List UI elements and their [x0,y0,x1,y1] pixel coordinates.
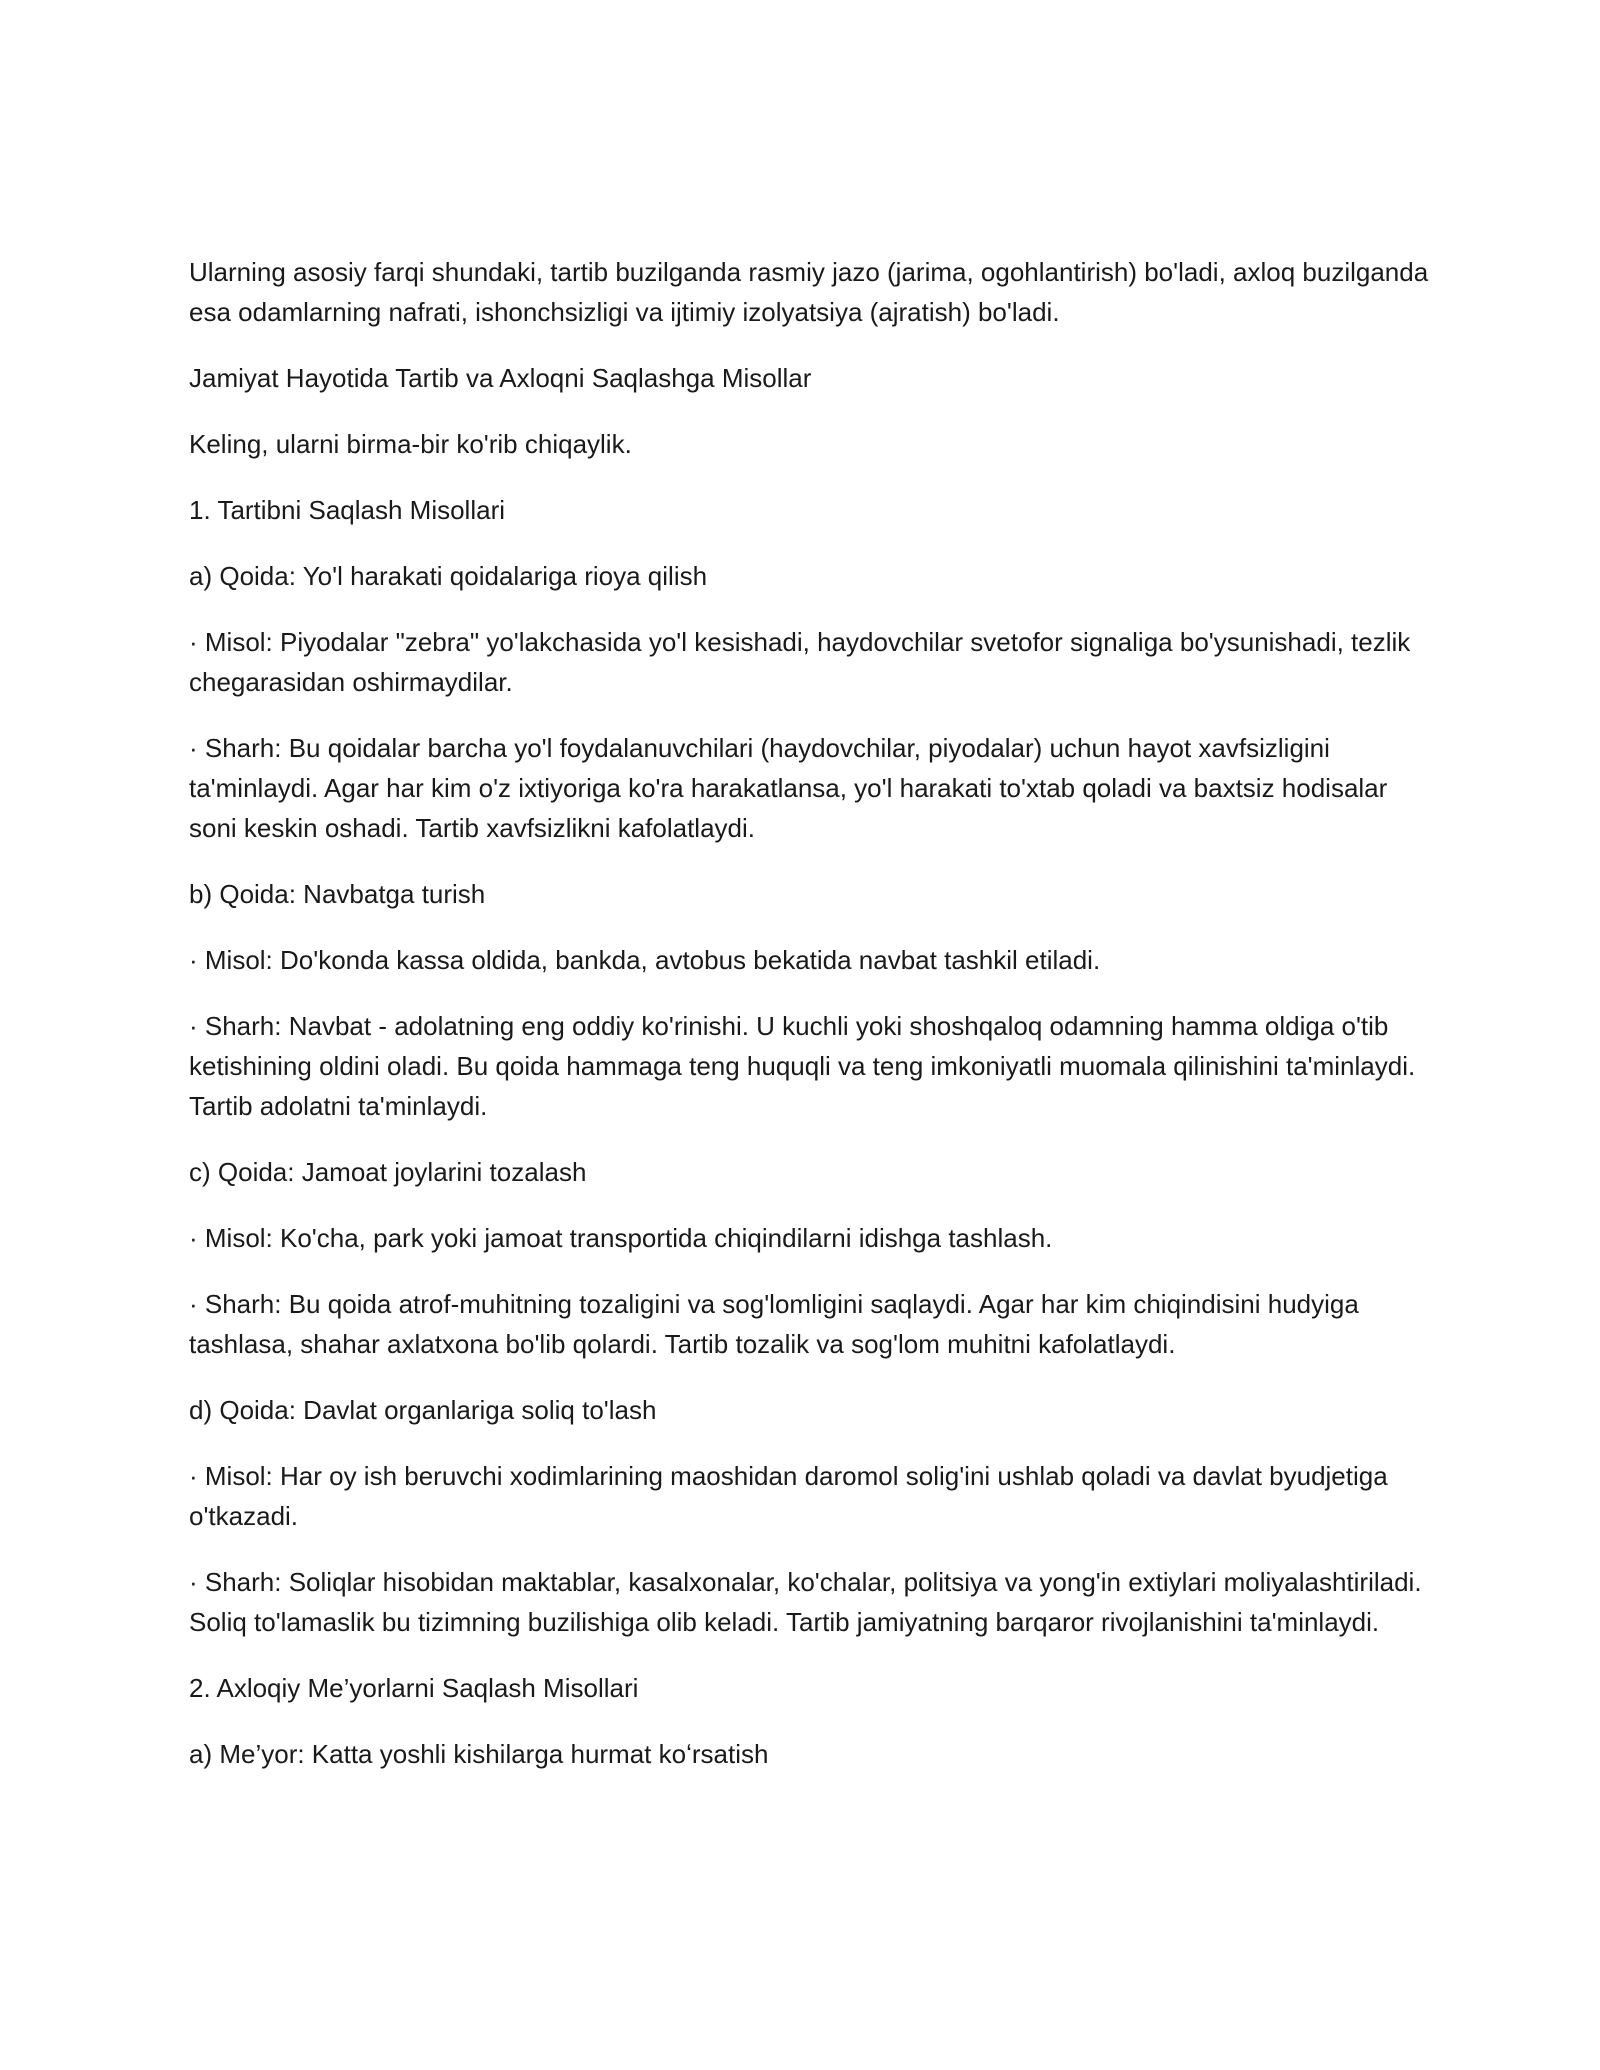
comment-a-traffic: · Sharh: Bu qoidalar barcha yo'l foydalanuvchilari (haydovchilar, piyodalar) uchun hayot xavfsizligini ta'minlaydi. Agar har kim o'z ixtiyoriga ko'ra harakatlansa, yo'l harakati to'xtab qoladi va baxtsiz hodisalar soni keskin oshadi. Tartib xavfsizlikni kafolatlaydi. [189,733,1388,843]
example-b-queue: · Misol: Do'konda kassa oldida, bankda, avtobus bekatida navbat tashkil etiladi. [189,945,1101,975]
paragraph-intro-difference: Ularning asosiy farqi shundaki, tartib buzilganda rasmiy jazo (jarima, ogohlantirish) bo'ladi, axloq buzilganda esa odamlarning nafrati, ishonchsizligi va ijtimiy izolyatsiya (ajratish) bo'ladi. [189,257,1429,327]
example-c-cleanliness: · Misol: Ko'cha, park yoki jamoat transportida chiqindilarni idishga tashlash. [189,1223,1053,1253]
rule-a-traffic: a) Qoida: Yo'l harakati qoidalariga rioya qilish [189,561,708,591]
heading-order-examples: 1. Tartibni Saqlash Misollari [189,495,505,525]
example-d-taxes: · Misol: Har oy ish beruvchi xodimlarining maoshidan daromol solig'ini ushlab qoladi va davlat byudjetiga o'tkazadi. [189,1461,1388,1531]
rule-d-taxes: d) Qoida: Davlat organlariga soliq to'lash [189,1395,657,1425]
comment-d-taxes: · Sharh: Soliqlar hisobidan maktablar, kasalxonalar, ko'chalar, politsiya va yong'in extiylari moliyalashtiriladi. Soliq to'lamaslik bu tizimning buzilishiga olib keladi. Tartib jamiyatning barqaror rivojlanishini ta'minlaydi. [189,1567,1422,1637]
rule-b-queue: b) Qoida: Navbatga turish [189,879,486,909]
document-body [189,252,1429,1800]
example-a-traffic: · Misol: Piyodalar "zebra" yo'lakchasida yo'l kesishadi, haydovchilar svetofor signaliga bo'ysunishadi, tezlik chegarasidan oshirmaydilar. [189,627,1411,697]
section-heading-examples: Jamiyat Hayotida Tartib va Axloqni Saqlashga Misollar [189,363,812,393]
paragraph-lets-review: Keling, ularni birma-bir ko'rib chiqaylik. [189,429,632,459]
comment-b-queue: · Sharh: Navbat - adolatning eng oddiy ko'rinishi. U kuchli yoki shoshqaloq odamning hamma oldiga o'tib ketishining oldini oladi. Bu qoida hammaga teng huquqli va teng imkoniyatli muomala qilinishini ta'minlaydi. Tartib adolatni ta'minlaydi. [189,1011,1416,1121]
rule-c-cleanliness: c) Qoida: Jamoat joylarini tozalash [189,1157,587,1187]
comment-c-cleanliness: · Sharh: Bu qoida atrof-muhitning tozaligini va sog'lomligini saqlaydi. Agar har kim chiqindisini hudyiga tashlasa, shahar axlatxona bo'lib qolardi. Tartib tozalik va sog'lom muhitni kafolatlaydi. [189,1289,1359,1359]
norm-a-respect-elders: a) Me’yor: Katta yoshli kishilarga hurmat koʻrsatish [189,1739,769,1769]
heading-moral-examples: 2. Axloqiy Me’yorlarni Saqlash Misollari [189,1673,639,1703]
